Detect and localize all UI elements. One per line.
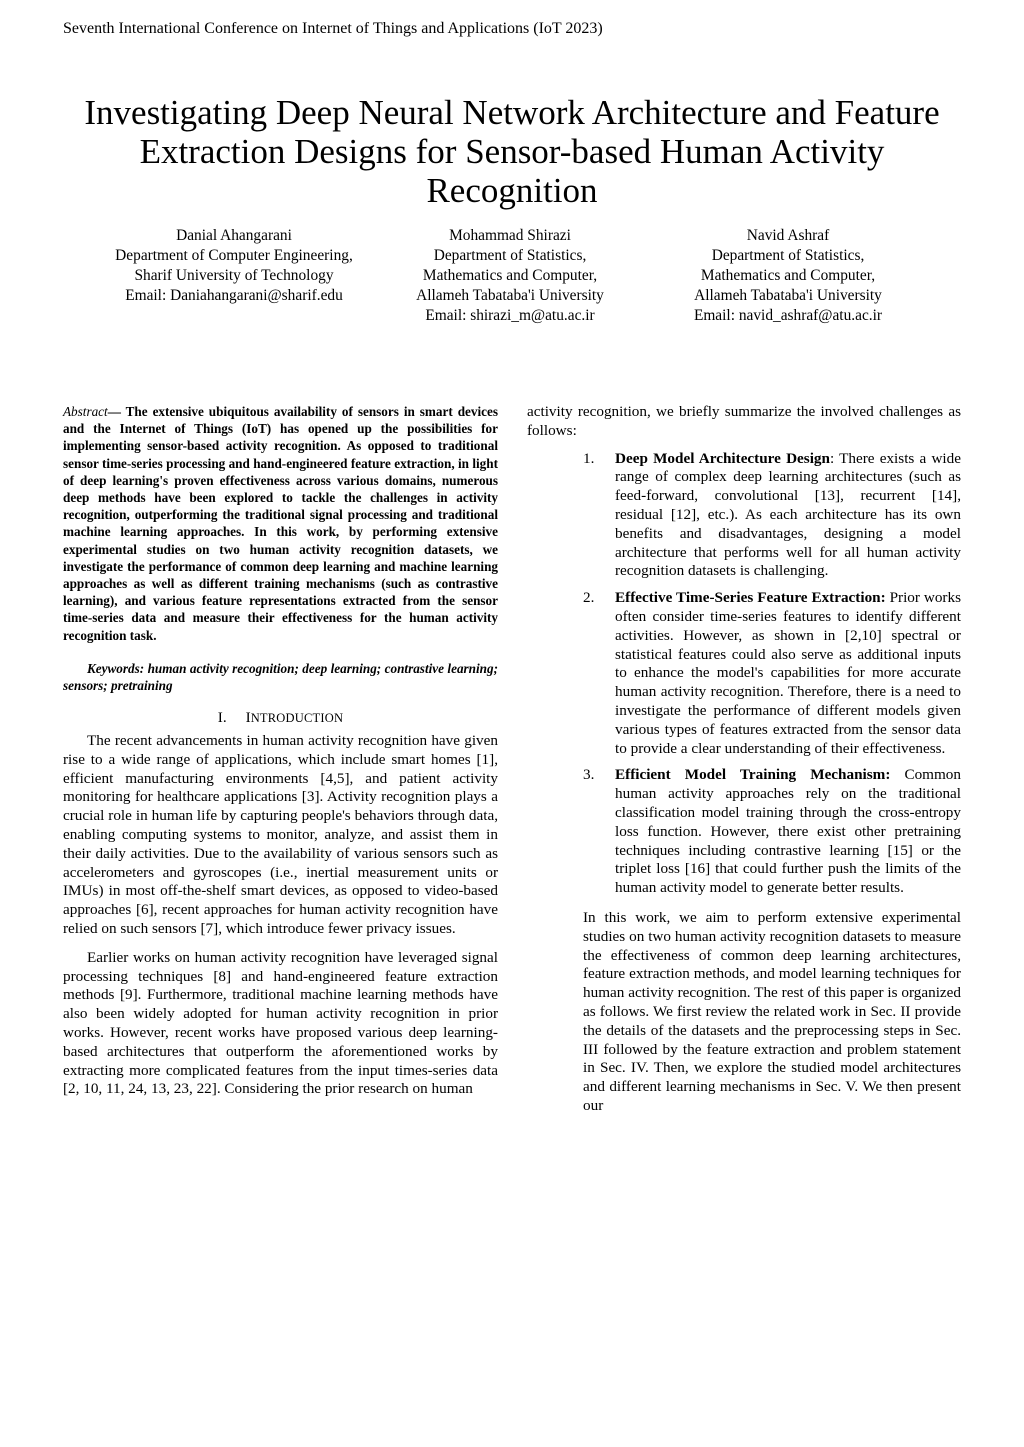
author-name: Mohammad Shirazi [449, 227, 571, 244]
list-item-text: : There exists a wide range of complex deep learning architectures (such as feed-forward, convolutional [13], recurrent [14], residual [12], etc.). As each architecture has its own benefits and disadvantages, designing a model architecture that performs well for all human activity recognition datasets is challenging. [615, 449, 961, 580]
challenges-intro: activity recognition, we briefly summarize the involved challenges as follows: [527, 403, 961, 439]
list-item-heading: Deep Model Architecture Design [615, 449, 830, 467]
title-line: Investigating Deep Neural Network Architecture and Feature [84, 93, 940, 132]
list-item-body [615, 450, 961, 582]
paper-title [60, 93, 964, 210]
list-item [527, 589, 961, 758]
section-numeral: I. [217, 709, 227, 727]
author-university: Sharif University of Technology [134, 267, 334, 284]
intro-paragraph: Earlier works on human activity recognition have leveraged signal processing techniques [8] and hand-engineered feature extraction methods [9]. Furthermore, traditional machine learning methods have also been widely adopted for human activity recognition in prior works. However, recent works have proposed various deep learning-based architectures that outperform the aforementioned works by extracting more complicated features from the input times-series data [2, 10, 11, 24, 13, 23, 22]. Considering the prior research on human [63, 948, 498, 1098]
author-department: Mathematics and Computer, [700, 267, 876, 284]
list-item-body [615, 589, 961, 758]
closing-paragraph: In this work, we aim to perform extensive experimental studies on two human activity recognition datasets to measure the effectiveness of common deep learning architectures, feature extraction methods, and model learning techniques for human activity recognition. The rest of this paper is organized as follows. We first review the related work in Sec. II provide the details of the datasets and the preprocessing steps in Sec. III followed by the feature extraction and problem statement in Sec. IV. Then, we explore the studied model architectures and different learning mechanisms in Sec. V. We then present our [583, 908, 961, 1114]
list-number: 3. [583, 766, 595, 784]
author-university: Allameh Tabataba'i University [694, 287, 882, 304]
title-line: Recognition [426, 171, 598, 210]
list-item-heading: Efficient Model Training Mechanism: [615, 766, 891, 784]
right-column [527, 403, 961, 1116]
list-item-heading: Effective Time-Series Feature Extraction: [615, 589, 886, 607]
keywords: Keywords: human activity recognition; deep learning; contrastive learning; sensors; pretraining [63, 660, 498, 694]
abstract-label: Abstract [63, 404, 108, 419]
author-email: Email: navid_ashraf@atu.ac.ir [693, 307, 883, 324]
abstract-dash: — [107, 404, 126, 419]
list-item-text: Prior works often consider time-series features to identify different activities. However, as shown in [2,10] spectral or statistical features could also serve as additional inputs to enhance the model's capabilities for more accurate human activity recognition. Therefore, there is a need to investigate the performance of different models given various types of features extracted from the sensor data to provide a clear understanding of their effectiveness. [615, 589, 961, 757]
author-name: Danial Ahangarani [176, 227, 292, 244]
abstract [63, 403, 498, 644]
author-email: Email: shirazi_m@atu.ac.ir [425, 307, 595, 324]
author-university: Allameh Tabataba'i University [416, 287, 604, 304]
section-title-initial: I [245, 709, 251, 727]
conference-header: Seventh International Conference on Internet of Things and Applications (IoT 2023) [63, 20, 603, 37]
intro-paragraph: The recent advancements in human activity recognition have given rise to a wide range of applications, which include smart homes [1], efficient manufacturing environments [4,5], and patient activity monitoring for healthcare applications [3]. Activity recognition plays a crucial role in human life by capturing people's behaviors through data, enabling computing systems to monitor, analyze, and assist them in their daily activities. Due to the availability of various sensors such as accelerometers and gyroscopes (i.e., inertial measurement units or IMUs) in most off-the-shelf smart devices, as opposed to video-based approaches [6], recent approaches for human activity recognition have relied on such sensors [7], which introduce fewer privacy issues. [63, 732, 498, 938]
author-block-shirazi [380, 226, 640, 326]
section-title-rest: NTRODUCTION [250, 711, 344, 726]
author-email: Email: Daniahangarani@sharif.edu [125, 287, 343, 304]
list-item-text: Common human activity approaches rely on the traditional classification model training through the cross-entropy loss function. However, there exist other pretraining techniques including contrastive learning [15] or the triplet loss [16] that could further push the limits of the human activity model to generate better results. [615, 766, 961, 897]
challenges-list [527, 450, 961, 898]
list-number: 1. [583, 449, 595, 467]
list-item [527, 766, 961, 898]
author-block-ashraf [657, 226, 919, 326]
list-item-body [615, 766, 961, 898]
author-block-ahangarani [92, 226, 376, 306]
list-item [527, 450, 961, 582]
author-department: Department of Computer Engineering, [115, 247, 353, 264]
abstract-text: The extensive ubiquitous availability of sensors in smart devices and the Internet of Things (IoT) has opened up the possibilities for implementing sensor-based activity recognition. As opposed to traditional sensor time-series processing and hand-engineered feature extraction, in light of deep learning's proven effectiveness across various domains, numerous deep methods have been explored to tackle the challenges in activity recognition, outperforming the traditional signal processing and traditional machine learning approaches. In this work, by performing extensive experimental studies on two human activity recognition datasets, we investigate the performance of common deep learning and machine learning approaches as well as different training mechanisms (such as contrastive learning), and various feature representations extracted from the sensor time-series data and measure their effectiveness for the human activity recognition task. [63, 404, 498, 643]
author-name: Navid Ashraf [746, 227, 830, 244]
author-department: Department of Statistics, [711, 247, 865, 264]
author-department: Mathematics and Computer, [422, 267, 598, 284]
section-heading-introduction [63, 709, 498, 728]
list-number: 2. [583, 589, 595, 607]
title-line: Extraction Designs for Sensor-based Human Activity [139, 132, 885, 171]
left-column [63, 403, 498, 1099]
author-department: Department of Statistics, [433, 247, 587, 264]
